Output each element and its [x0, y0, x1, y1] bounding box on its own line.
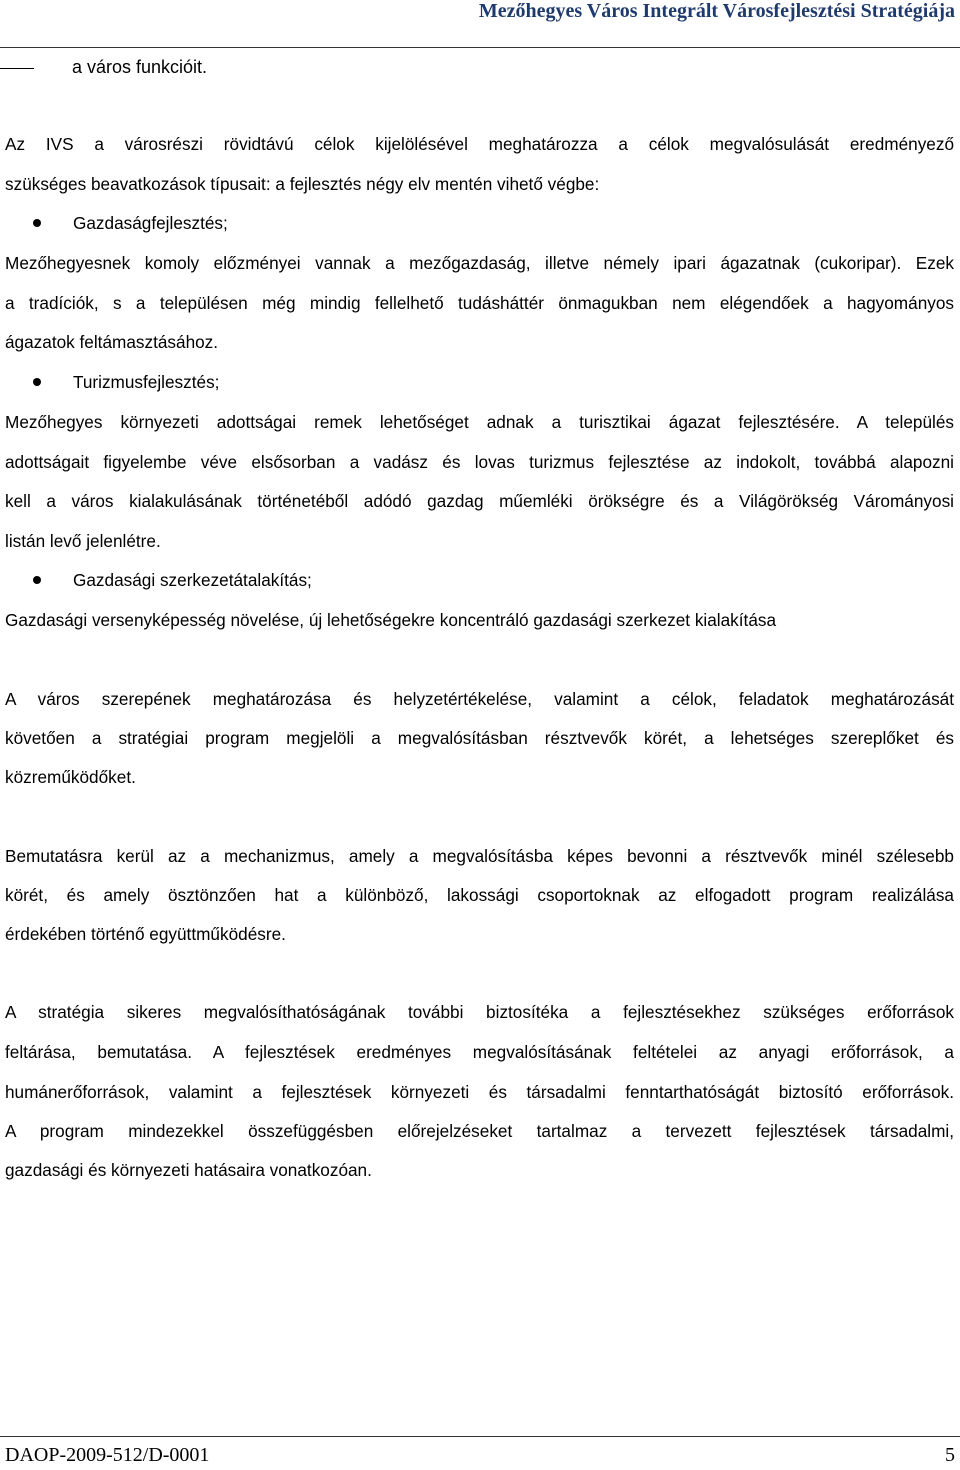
bullet-icon [33, 219, 41, 227]
paragraph-3-line-3: humánerőforrások, valamint a fejlesztések környezeti és társadalmi fenntarthatóságát biztosító erőforrások. [5, 1082, 954, 1102]
header-divider [0, 47, 960, 48]
footer-document-code: DAOP-2009-512/D-0001 [5, 1444, 210, 1466]
paragraph-1-line-1: A város szerepének meghatározása és helyzetértékelése, valamint a célok, feladatok meghatározását [5, 689, 954, 709]
page-number: 5 [945, 1444, 955, 1466]
paragraph-3-line-1: A stratégia sikeres megvalósíthatóságának további biztosítéka a fejlesztésekhez szükséges erőforrások [5, 1002, 954, 1022]
paragraph-1-line-3: közreműködőket. [5, 767, 136, 787]
footer-divider [0, 1436, 960, 1437]
bullet-icon [33, 378, 41, 386]
paragraph-3-line-4: A program mindezekkel összefüggésben előrejelzéseket tartalmaz a tervezett fejlesztések társadalmi, [5, 1121, 954, 1141]
bullet-title-restructuring: Gazdasági szerkezetátalakítás; [73, 570, 312, 590]
bullet-title-economy: Gazdaságfejlesztés; [73, 213, 228, 233]
tourism-line-2: adottságait figyelembe véve elsősorban a vadász és lovas turizmus fejlesztése az indokolt, továbbá alapozni [5, 452, 954, 472]
economy-line-2: a tradíciók, s a településen még mindig fellelhető tudásháttér önmagukban nem elégendőek a hagyományos [5, 293, 954, 313]
paragraph-1-line-2: követően a stratégiai program megjelöli a megvalósításban résztvevők körét, a lehetséges szereplőket és [5, 728, 954, 748]
tourism-line-1: Mezőhegyes környezeti adottságai remek lehetőséget adnak a turisztikai ágazat fejlesztésére. A település [5, 412, 954, 432]
dash-list-item [0, 53, 207, 81]
intro-line-2: szükséges beavatkozások típusait: a fejlesztés négy elv mentén vihető végbe: [5, 174, 600, 194]
paragraph-2-line-3: érdekében történő együttműködésre. [5, 924, 286, 944]
document-title: Mezőhegyes Város Integrált Városfejlesztési Stratégiája [478, 0, 955, 22]
economy-line-1: Mezőhegyesnek komoly előzményei vannak a mezőgazdaság, illetve némely ipari ágazatnak (cukoripar). Ezek [5, 253, 954, 273]
paragraph-2-line-2: körét, és amely ösztönzően hat a különböző, lakossági csoportoknak az elfogadott program realizálása [5, 885, 954, 905]
dash-item-text: a város funkcióit. [72, 57, 208, 77]
paragraph-3-line-5: gazdasági és környezeti hatásaira vonatkozóan. [5, 1160, 372, 1180]
paragraph-2-line-1: Bemutatásra kerül az a mechanizmus, amely a megvalósításba képes bevonni a résztvevők minél szélesebb [5, 846, 954, 866]
restructuring-line-1: Gazdasági versenyképesség növelése, új lehetőségekre koncentráló gazdasági szerkezet kialakítása [5, 610, 777, 630]
tourism-line-4: listán levő jelenlétre. [5, 531, 161, 551]
paragraph-3-line-2: feltárása, bemutatása. A fejlesztések eredményes megvalósításának feltételei az anyagi erőforrások, a [5, 1042, 954, 1062]
bullet-icon [33, 576, 41, 584]
dash-bullet-icon [0, 68, 34, 69]
intro-line-1: Az IVS a városrészi rövidtávú célok kijelölésével meghatározza a célok megvalósulását eredményező [5, 134, 954, 154]
bullet-title-tourism: Turizmusfejlesztés; [73, 372, 220, 392]
economy-line-3: ágazatok feltámasztásához. [5, 332, 219, 352]
tourism-line-3: kell a város kialakulásának történetéből adódó gazdag műemléki örökségre és a Világörökség Várományosi [5, 491, 954, 511]
